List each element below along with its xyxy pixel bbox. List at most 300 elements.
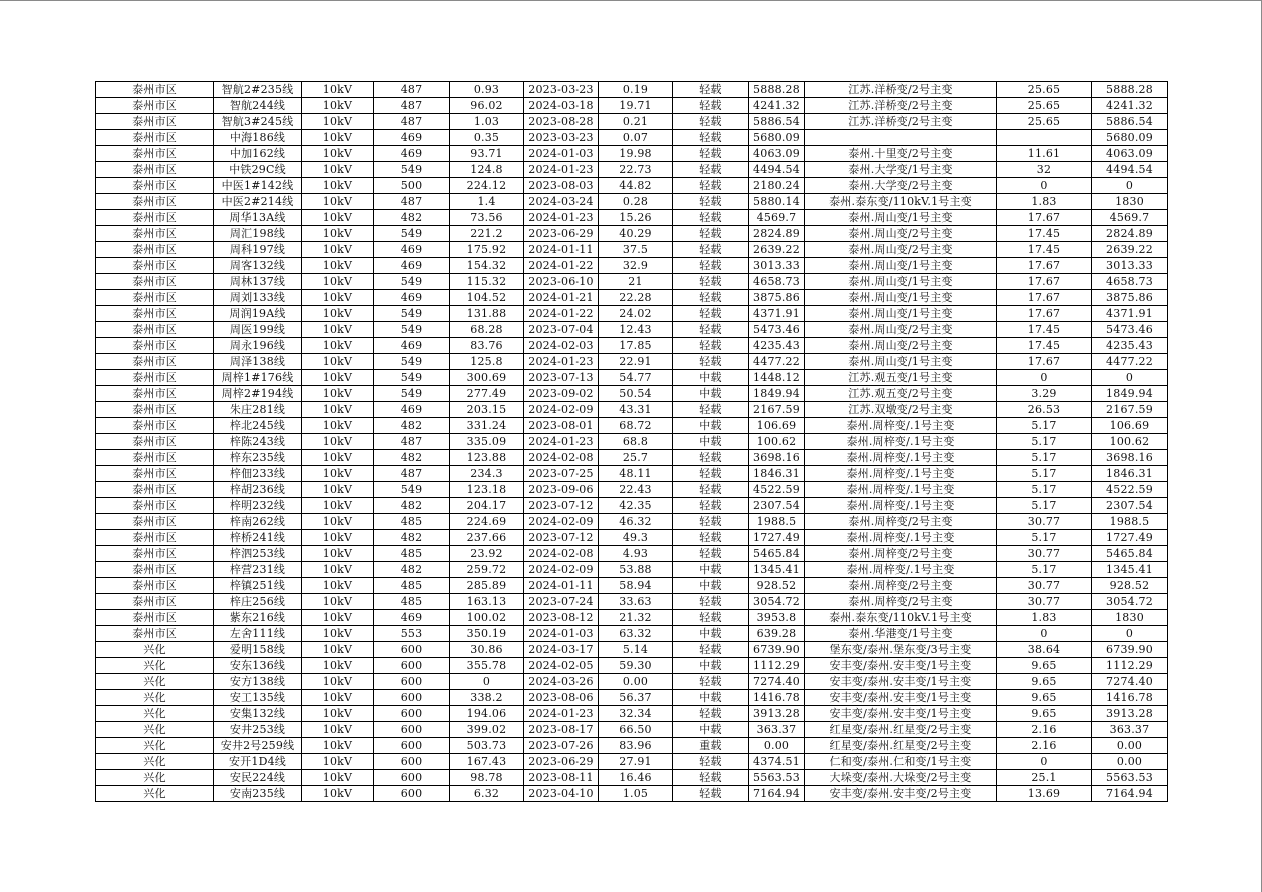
region-cell: 泰州市区 [96,130,214,146]
table-row [96,594,1168,610]
region-cell: 泰州市区 [96,210,214,226]
table-row [96,690,1168,706]
transformer-margin-cell: 25.65 [997,114,1092,130]
transformer-margin-cell: 9.65 [997,690,1092,706]
voltage-cell: 10kV [302,450,374,466]
region-cell: 泰州市区 [96,290,214,306]
available-capacity-cell: 4235.43 [749,338,805,354]
transformer-margin-cell: 17.45 [997,338,1092,354]
voltage-cell: 10kV [302,530,374,546]
available-capacity-cell: 2307.54 [749,498,805,514]
substation-transformer-cell: 泰州.大学变/2号主变 [805,178,997,194]
date-cell: 2024-02-09 [524,514,599,530]
table-row [96,162,1168,178]
region-cell: 泰州市区 [96,514,214,530]
rated-capacity-cell: 482 [374,498,450,514]
available-capacity-cell: 1988.5 [749,514,805,530]
line-name-cell: 周华13A线 [214,210,302,226]
rated-capacity-cell: 482 [374,418,450,434]
substation-transformer-cell: 江苏.观五变/2号主变 [805,386,997,402]
voltage-cell: 10kV [302,146,374,162]
substation-transformer-cell: 泰州.周梓变/.1号主变 [805,466,997,482]
max-load-cell: 277.49 [450,386,524,402]
transformer-margin-cell: 17.45 [997,322,1092,338]
substation-transformer-cell: 安丰变/泰州.安丰变/2号主变 [805,786,997,802]
transformer-margin-cell: 38.64 [997,642,1092,658]
rated-capacity-cell: 600 [374,706,450,722]
final-capacity-cell: 7164.94 [1092,786,1168,802]
date-cell: 2023-07-12 [524,498,599,514]
load-status-cell: 中载 [673,562,749,578]
max-load-cell: 399.02 [450,722,524,738]
voltage-cell: 10kV [302,226,374,242]
max-load-cell: 285.89 [450,578,524,594]
region-cell: 兴化 [96,674,214,690]
load-rate-cell: 44.82 [599,178,673,194]
voltage-cell: 10kV [302,786,374,802]
transformer-margin-cell: 32 [997,162,1092,178]
rated-capacity-cell: 482 [374,530,450,546]
final-capacity-cell: 4241.32 [1092,98,1168,114]
voltage-cell: 10kV [302,114,374,130]
transformer-margin-cell: 1.83 [997,194,1092,210]
load-rate-cell: 33.63 [599,594,673,610]
line-name-cell: 梓明232线 [214,498,302,514]
table-row [96,626,1168,642]
voltage-cell: 10kV [302,386,374,402]
rated-capacity-cell: 482 [374,450,450,466]
load-status-cell: 轻载 [673,402,749,418]
transformer-margin-cell: 5.17 [997,418,1092,434]
date-cell: 2023-08-12 [524,610,599,626]
max-load-cell: 237.66 [450,530,524,546]
max-load-cell: 163.13 [450,594,524,610]
date-cell: 2024-02-03 [524,338,599,354]
table-row [96,610,1168,626]
load-rate-cell: 0.28 [599,194,673,210]
available-capacity-cell: 7274.40 [749,674,805,690]
substation-transformer-cell: 泰州.周梓变/2号主变 [805,546,997,562]
load-rate-cell: 32.34 [599,706,673,722]
transformer-margin-cell: 17.45 [997,226,1092,242]
transformer-margin-cell: 3.29 [997,386,1092,402]
rated-capacity-cell: 469 [374,402,450,418]
substation-transformer-cell: 泰州.周梓变/.1号主变 [805,434,997,450]
region-cell: 泰州市区 [96,258,214,274]
table-row [96,114,1168,130]
region-cell: 泰州市区 [96,370,214,386]
region-cell: 泰州市区 [96,386,214,402]
final-capacity-cell: 2307.54 [1092,498,1168,514]
substation-transformer-cell: 泰州.周梓变/.1号主变 [805,498,997,514]
load-rate-cell: 21 [599,274,673,290]
voltage-cell: 10kV [302,82,374,98]
load-rate-cell: 48.11 [599,466,673,482]
voltage-cell: 10kV [302,578,374,594]
date-cell: 2023-09-06 [524,482,599,498]
final-capacity-cell: 5563.53 [1092,770,1168,786]
load-status-cell: 轻载 [673,642,749,658]
date-cell: 2024-03-18 [524,98,599,114]
final-capacity-cell: 4658.73 [1092,274,1168,290]
line-name-cell: 梓佃233线 [214,466,302,482]
substation-transformer-cell: 大垛变/泰州.大垛变/2号主变 [805,770,997,786]
date-cell: 2024-01-11 [524,578,599,594]
final-capacity-cell: 3913.28 [1092,706,1168,722]
date-cell: 2024-01-03 [524,626,599,642]
line-name-cell: 周客132线 [214,258,302,274]
line-name-cell: 周永196线 [214,338,302,354]
load-status-cell: 轻载 [673,546,749,562]
region-cell: 泰州市区 [96,434,214,450]
load-status-cell: 轻载 [673,754,749,770]
transformer-margin-cell: 1.83 [997,610,1092,626]
table-row [96,562,1168,578]
table-row [96,338,1168,354]
rated-capacity-cell: 600 [374,786,450,802]
load-rate-cell: 0.07 [599,130,673,146]
available-capacity-cell: 5886.54 [749,114,805,130]
region-cell: 泰州市区 [96,530,214,546]
available-capacity-cell: 1849.94 [749,386,805,402]
load-status-cell: 轻载 [673,786,749,802]
feeder-load-table [95,81,1168,802]
max-load-cell: 338.2 [450,690,524,706]
available-capacity-cell: 3875.86 [749,290,805,306]
load-status-cell: 中载 [673,386,749,402]
table-row [96,226,1168,242]
available-capacity-cell: 5888.28 [749,82,805,98]
transformer-margin-cell: 30.77 [997,546,1092,562]
voltage-cell: 10kV [302,242,374,258]
line-name-cell: 安井253线 [214,722,302,738]
max-load-cell: 221.2 [450,226,524,242]
available-capacity-cell: 3953.8 [749,610,805,626]
final-capacity-cell: 1727.49 [1092,530,1168,546]
transformer-margin-cell: 0 [997,754,1092,770]
line-name-cell: 中医1#142线 [214,178,302,194]
date-cell: 2023-07-26 [524,738,599,754]
rated-capacity-cell: 487 [374,434,450,450]
available-capacity-cell: 3013.33 [749,258,805,274]
substation-transformer-cell: 安丰变/泰州.安丰变/1号主变 [805,674,997,690]
rated-capacity-cell: 485 [374,514,450,530]
date-cell: 2024-01-23 [524,162,599,178]
rated-capacity-cell: 469 [374,130,450,146]
line-name-cell: 中海186线 [214,130,302,146]
max-load-cell: 194.06 [450,706,524,722]
table-row [96,706,1168,722]
max-load-cell: 234.3 [450,466,524,482]
load-status-cell: 轻载 [673,338,749,354]
line-name-cell: 周科197线 [214,242,302,258]
load-status-cell: 轻载 [673,514,749,530]
table-row [96,482,1168,498]
region-cell: 兴化 [96,690,214,706]
load-status-cell: 轻载 [673,274,749,290]
substation-transformer-cell: 泰州.周梓变/2号主变 [805,594,997,610]
final-capacity-cell: 1846.31 [1092,466,1168,482]
rated-capacity-cell: 487 [374,98,450,114]
rated-capacity-cell: 549 [374,226,450,242]
voltage-cell: 10kV [302,546,374,562]
max-load-cell: 167.43 [450,754,524,770]
max-load-cell: 1.03 [450,114,524,130]
final-capacity-cell: 3875.86 [1092,290,1168,306]
final-capacity-cell: 3054.72 [1092,594,1168,610]
voltage-cell: 10kV [302,210,374,226]
line-name-cell: 安井2号259线 [214,738,302,754]
load-status-cell: 轻载 [673,530,749,546]
substation-transformer-cell: 安丰变/泰州.安丰变/1号主变 [805,706,997,722]
available-capacity-cell: 1345.41 [749,562,805,578]
region-cell: 泰州市区 [96,98,214,114]
load-rate-cell: 40.29 [599,226,673,242]
available-capacity-cell: 1846.31 [749,466,805,482]
region-cell: 兴化 [96,738,214,754]
max-load-cell: 175.92 [450,242,524,258]
max-load-cell: 83.76 [450,338,524,354]
table-row [96,354,1168,370]
load-rate-cell: 24.02 [599,306,673,322]
transformer-margin-cell: 11.61 [997,146,1092,162]
voltage-cell: 10kV [302,466,374,482]
transformer-margin-cell: 0 [997,178,1092,194]
line-name-cell: 梓北245线 [214,418,302,434]
table-row [96,178,1168,194]
line-name-cell: 爱明158线 [214,642,302,658]
load-rate-cell: 17.85 [599,338,673,354]
voltage-cell: 10kV [302,402,374,418]
transformer-margin-cell: 17.67 [997,210,1092,226]
date-cell: 2024-03-24 [524,194,599,210]
region-cell: 泰州市区 [96,306,214,322]
substation-transformer-cell: 泰州.十里变/2号主变 [805,146,997,162]
voltage-cell: 10kV [302,434,374,450]
voltage-cell: 10kV [302,658,374,674]
max-load-cell: 68.28 [450,322,524,338]
load-rate-cell: 0.00 [599,674,673,690]
substation-transformer-cell: 泰州.周山变/1号主变 [805,258,997,274]
load-status-cell: 轻载 [673,610,749,626]
max-load-cell: 203.15 [450,402,524,418]
voltage-cell: 10kV [302,514,374,530]
voltage-cell: 10kV [302,738,374,754]
substation-transformer-cell: 泰州.周梓变/.1号主变 [805,530,997,546]
date-cell: 2024-02-08 [524,546,599,562]
date-cell: 2024-03-26 [524,674,599,690]
transformer-margin-cell: 30.77 [997,578,1092,594]
available-capacity-cell: 3698.16 [749,450,805,466]
voltage-cell: 10kV [302,754,374,770]
substation-transformer-cell: 泰州.大学变/1号主变 [805,162,997,178]
transformer-margin-cell: 17.67 [997,354,1092,370]
substation-transformer-cell: 江苏.洋桥变/2号主变 [805,98,997,114]
substation-transformer-cell: 泰州.华港变/1号主变 [805,626,997,642]
rated-capacity-cell: 549 [374,162,450,178]
substation-transformer-cell: 红星变/泰州.红星变/2号主变 [805,722,997,738]
final-capacity-cell: 4371.91 [1092,306,1168,322]
final-capacity-cell: 1345.41 [1092,562,1168,578]
load-rate-cell: 22.43 [599,482,673,498]
available-capacity-cell: 6739.90 [749,642,805,658]
table-row [96,258,1168,274]
final-capacity-cell: 0 [1092,178,1168,194]
transformer-margin-cell: 25.65 [997,82,1092,98]
substation-transformer-cell: 泰州.周山变/1号主变 [805,210,997,226]
line-name-cell: 安民224线 [214,770,302,786]
available-capacity-cell: 1448.12 [749,370,805,386]
table-row [96,754,1168,770]
max-load-cell: 104.52 [450,290,524,306]
rated-capacity-cell: 487 [374,114,450,130]
final-capacity-cell: 4522.59 [1092,482,1168,498]
region-cell: 泰州市区 [96,242,214,258]
line-name-cell: 中铁29C线 [214,162,302,178]
line-name-cell: 周梓2#194线 [214,386,302,402]
table-body [96,82,1168,802]
table-row [96,658,1168,674]
available-capacity-cell: 5465.84 [749,546,805,562]
final-capacity-cell: 0.00 [1092,738,1168,754]
load-status-cell: 轻载 [673,114,749,130]
date-cell: 2024-02-05 [524,658,599,674]
load-rate-cell: 22.73 [599,162,673,178]
rated-capacity-cell: 500 [374,178,450,194]
load-rate-cell: 15.26 [599,210,673,226]
final-capacity-cell: 1112.29 [1092,658,1168,674]
transformer-margin-cell: 5.17 [997,530,1092,546]
available-capacity-cell: 100.62 [749,434,805,450]
available-capacity-cell: 2167.59 [749,402,805,418]
load-rate-cell: 68.8 [599,434,673,450]
available-capacity-cell: 4569.7 [749,210,805,226]
date-cell: 2024-01-23 [524,434,599,450]
transformer-margin-cell: 17.67 [997,258,1092,274]
final-capacity-cell: 3013.33 [1092,258,1168,274]
voltage-cell: 10kV [302,482,374,498]
voltage-cell: 10kV [302,706,374,722]
transformer-margin-cell: 25.65 [997,98,1092,114]
rated-capacity-cell: 487 [374,82,450,98]
available-capacity-cell: 4374.51 [749,754,805,770]
rated-capacity-cell: 469 [374,290,450,306]
table-row [96,402,1168,418]
line-name-cell: 安方138线 [214,674,302,690]
substation-transformer-cell: 泰州.周山变/1号主变 [805,274,997,290]
load-status-cell: 中载 [673,434,749,450]
load-rate-cell: 25.7 [599,450,673,466]
region-cell: 兴化 [96,770,214,786]
line-name-cell: 梓庄256线 [214,594,302,610]
transformer-margin-cell: 5.17 [997,450,1092,466]
max-load-cell: 503.73 [450,738,524,754]
transformer-margin-cell: 9.65 [997,706,1092,722]
voltage-cell: 10kV [302,322,374,338]
date-cell: 2024-01-03 [524,146,599,162]
voltage-cell: 10kV [302,98,374,114]
final-capacity-cell: 0.00 [1092,754,1168,770]
available-capacity-cell: 2824.89 [749,226,805,242]
page-border-top [0,0,1262,1]
available-capacity-cell: 2180.24 [749,178,805,194]
transformer-margin-cell: 30.77 [997,514,1092,530]
final-capacity-cell: 0 [1092,370,1168,386]
rated-capacity-cell: 549 [374,274,450,290]
date-cell: 2023-03-23 [524,130,599,146]
max-load-cell: 98.78 [450,770,524,786]
line-name-cell: 梓营231线 [214,562,302,578]
transformer-margin-cell: 17.67 [997,306,1092,322]
rated-capacity-cell: 600 [374,658,450,674]
date-cell: 2023-06-10 [524,274,599,290]
rated-capacity-cell: 487 [374,194,450,210]
final-capacity-cell: 4063.09 [1092,146,1168,162]
transformer-margin-cell: 5.17 [997,482,1092,498]
rated-capacity-cell: 469 [374,610,450,626]
voltage-cell: 10kV [302,770,374,786]
load-rate-cell: 0.19 [599,82,673,98]
region-cell: 泰州市区 [96,418,214,434]
rated-capacity-cell: 469 [374,242,450,258]
region-cell: 泰州市区 [96,450,214,466]
max-load-cell: 355.78 [450,658,524,674]
transformer-margin-cell: 9.65 [997,658,1092,674]
load-rate-cell: 0.21 [599,114,673,130]
voltage-cell: 10kV [302,354,374,370]
date-cell: 2023-08-03 [524,178,599,194]
load-status-cell: 轻载 [673,354,749,370]
region-cell: 泰州市区 [96,626,214,642]
max-load-cell: 259.72 [450,562,524,578]
line-name-cell: 左舍111线 [214,626,302,642]
load-rate-cell: 19.98 [599,146,673,162]
line-name-cell: 安开1D4线 [214,754,302,770]
final-capacity-cell: 4494.54 [1092,162,1168,178]
load-status-cell: 轻载 [673,498,749,514]
rated-capacity-cell: 549 [374,322,450,338]
load-rate-cell: 43.31 [599,402,673,418]
line-name-cell: 智航3#245线 [214,114,302,130]
line-name-cell: 紫东216线 [214,610,302,626]
max-load-cell: 115.32 [450,274,524,290]
load-rate-cell: 49.3 [599,530,673,546]
max-load-cell: 204.17 [450,498,524,514]
line-name-cell: 周汇198线 [214,226,302,242]
voltage-cell: 10kV [302,594,374,610]
date-cell: 2023-07-04 [524,322,599,338]
region-cell: 泰州市区 [96,610,214,626]
table-row [96,210,1168,226]
line-name-cell: 周梓1#176线 [214,370,302,386]
voltage-cell: 10kV [302,194,374,210]
substation-transformer-cell: 泰州.泰东变/110kV.1号主变 [805,194,997,210]
table-row [96,322,1168,338]
load-rate-cell: 12.43 [599,322,673,338]
substation-transformer-cell: 泰州.周山变/1号主变 [805,290,997,306]
load-status-cell: 轻载 [673,226,749,242]
load-rate-cell: 42.35 [599,498,673,514]
load-rate-cell: 4.93 [599,546,673,562]
region-cell: 兴化 [96,642,214,658]
rated-capacity-cell: 469 [374,146,450,162]
available-capacity-cell: 1112.29 [749,658,805,674]
available-capacity-cell: 0.00 [749,738,805,754]
table-row [96,290,1168,306]
max-load-cell: 100.02 [450,610,524,626]
voltage-cell: 10kV [302,274,374,290]
rated-capacity-cell: 600 [374,770,450,786]
